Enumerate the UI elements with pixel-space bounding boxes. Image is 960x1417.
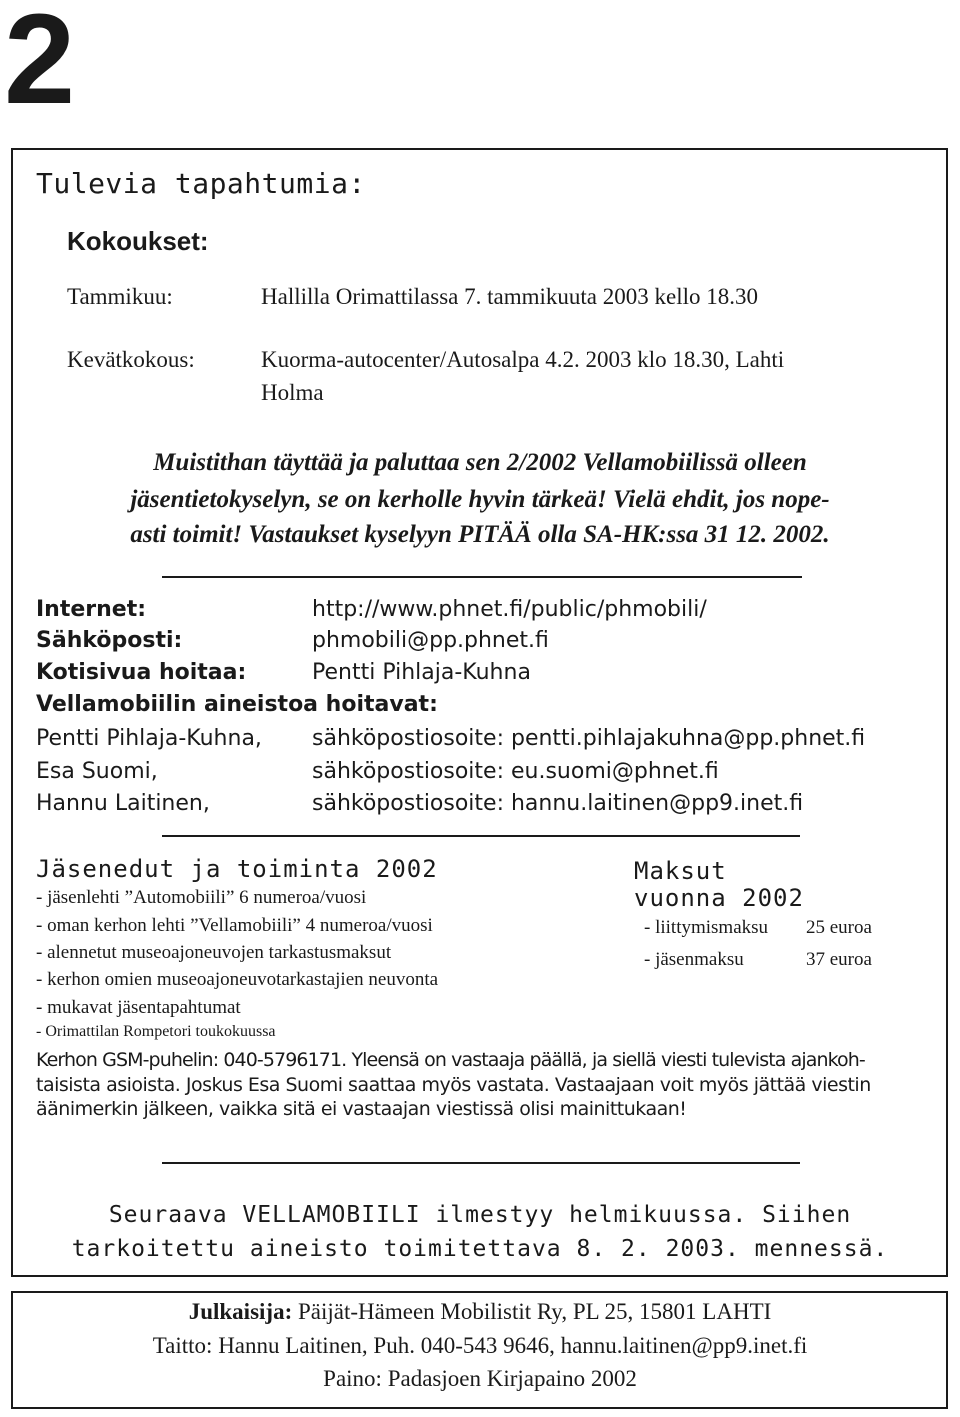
section-heading: Tulevia tapahtumia:: [36, 167, 366, 200]
benefit-item: - jäsenlehti ”Automobiili” 6 numeroa/vuosi: [36, 887, 367, 908]
meeting-text: Hallilla Orimattilassa 7. tammikuuta 2003 kello 18.30: [261, 284, 758, 309]
fee-label: - liittymismaksu: [644, 917, 769, 938]
email-link[interactable]: phmobili@pp.phnet.fi: [312, 628, 549, 653]
editor-name: Esa Suomi,: [36, 759, 158, 784]
fees-title-year: vuonna 2002: [634, 884, 804, 912]
fees-title: Maksut: [634, 857, 727, 885]
fee-value: 25 euroa: [806, 917, 872, 938]
gsm-line: taisista asioista. Joskus Esa Suomi saattaa myös vastata. Vastaajaan voit myös jättää viestin: [36, 1074, 871, 1096]
editor-email[interactable]: sähköpostiosoite: eu.suomi@phnet.fi: [312, 759, 719, 784]
site-admin-name: Pentti Pihlaja-Kuhna: [312, 660, 531, 685]
editor-email[interactable]: sähköpostiosoite: hannu.laitinen@pp9.inet.fi: [312, 791, 804, 816]
publisher-line: [0, 1299, 960, 1325]
gsm-line: äänimerkin jälkeen, vaikka sitä ei vastaajan viestissä olisi mainittukaan!: [36, 1098, 687, 1120]
fee-value: 37 euroa: [806, 949, 872, 970]
benefit-item: - oman kerhon lehti ”Vellamobiili” 4 numeroa/vuosi: [36, 915, 433, 936]
reminder-line: jäsentietokyselyn, se on kerholle hyvin tärkeä! Vielä ehdit, jos nope-: [130, 486, 830, 513]
publisher-value: Päijät-Hämeen Mobilistit Ry, PL 25, 15801 LAHTI: [292, 1299, 772, 1324]
divider: [162, 576, 802, 578]
site-admin-label: Kotisivua hoitaa:: [36, 660, 247, 685]
divider: [162, 835, 800, 837]
reminder-line: asti toimit! Vastaukset kyselyyn PITÄÄ olla SA-HK:ssa 31 12. 2002.: [130, 521, 830, 548]
benefit-item: - kerhon omien museoajoneuvotarkastajien neuvonta: [36, 969, 439, 990]
meetings-title: Kokoukset:: [67, 226, 209, 256]
editor-name: Hannu Laitinen,: [36, 791, 210, 816]
print-credit: Paino: Padasjoen Kirjapaino 2002: [323, 1366, 637, 1391]
divider: [162, 1162, 800, 1164]
page-number: 2: [4, 0, 72, 131]
next-issue-line: Seuraava VELLAMOBIILI ilmestyy helmikuussa. Siihen: [108, 1202, 852, 1228]
meeting-text: Kuorma-autocenter/Autosalpa 4.2. 2003 klo 18.30, Lahti: [261, 347, 785, 372]
layout-credit: Taitto: Hannu Laitinen, Puh. 040-543 9646, hannu.laitinen@pp9.inet.fi: [152, 1333, 808, 1358]
internet-link[interactable]: http://www.phnet.fi/public/phmobili/: [312, 597, 707, 622]
fee-label: - jäsenmaksu: [644, 949, 744, 970]
editor-name: Pentti Pihlaja-Kuhna,: [36, 726, 262, 751]
benefits-title: Jäsenedut ja toiminta 2002: [36, 855, 438, 883]
internet-label: Internet:: [36, 597, 147, 622]
gsm-line: Kerhon GSM-puhelin: 040-5796171. Yleensä on vastaaja päällä, ja siellä viesti tulevista ajankoh-: [36, 1049, 865, 1071]
publisher-label: Julkaisija:: [188, 1299, 293, 1324]
meeting-text-continued: Holma: [261, 380, 324, 405]
email-label: Sähköposti:: [36, 628, 183, 653]
benefit-item: - mukavat jäsentapahtumat: [36, 997, 241, 1018]
meeting-label: Tammikuu:: [67, 284, 173, 309]
benefit-item-small: - Orimattilan Rompetori toukokuussa: [36, 1023, 276, 1040]
reminder-line: Muistithan täyttää ja paluttaa sen 2/2002 Vellamobiilissä olleen: [153, 449, 807, 476]
meeting-label: Kevätkokous:: [67, 347, 195, 372]
benefit-item: - alennetut museoajoneuvojen tarkastusmaksut: [36, 942, 392, 963]
next-issue-line: tarkoitettu aineisto toimitettava 8. 2. 2003. mennessä.: [71, 1236, 889, 1262]
editor-email[interactable]: sähköpostiosoite: pentti.pihlajakuhna@pp.phnet.fi: [312, 726, 866, 751]
material-editors-label: Vellamobiilin aineistoa hoitavat:: [36, 692, 438, 717]
